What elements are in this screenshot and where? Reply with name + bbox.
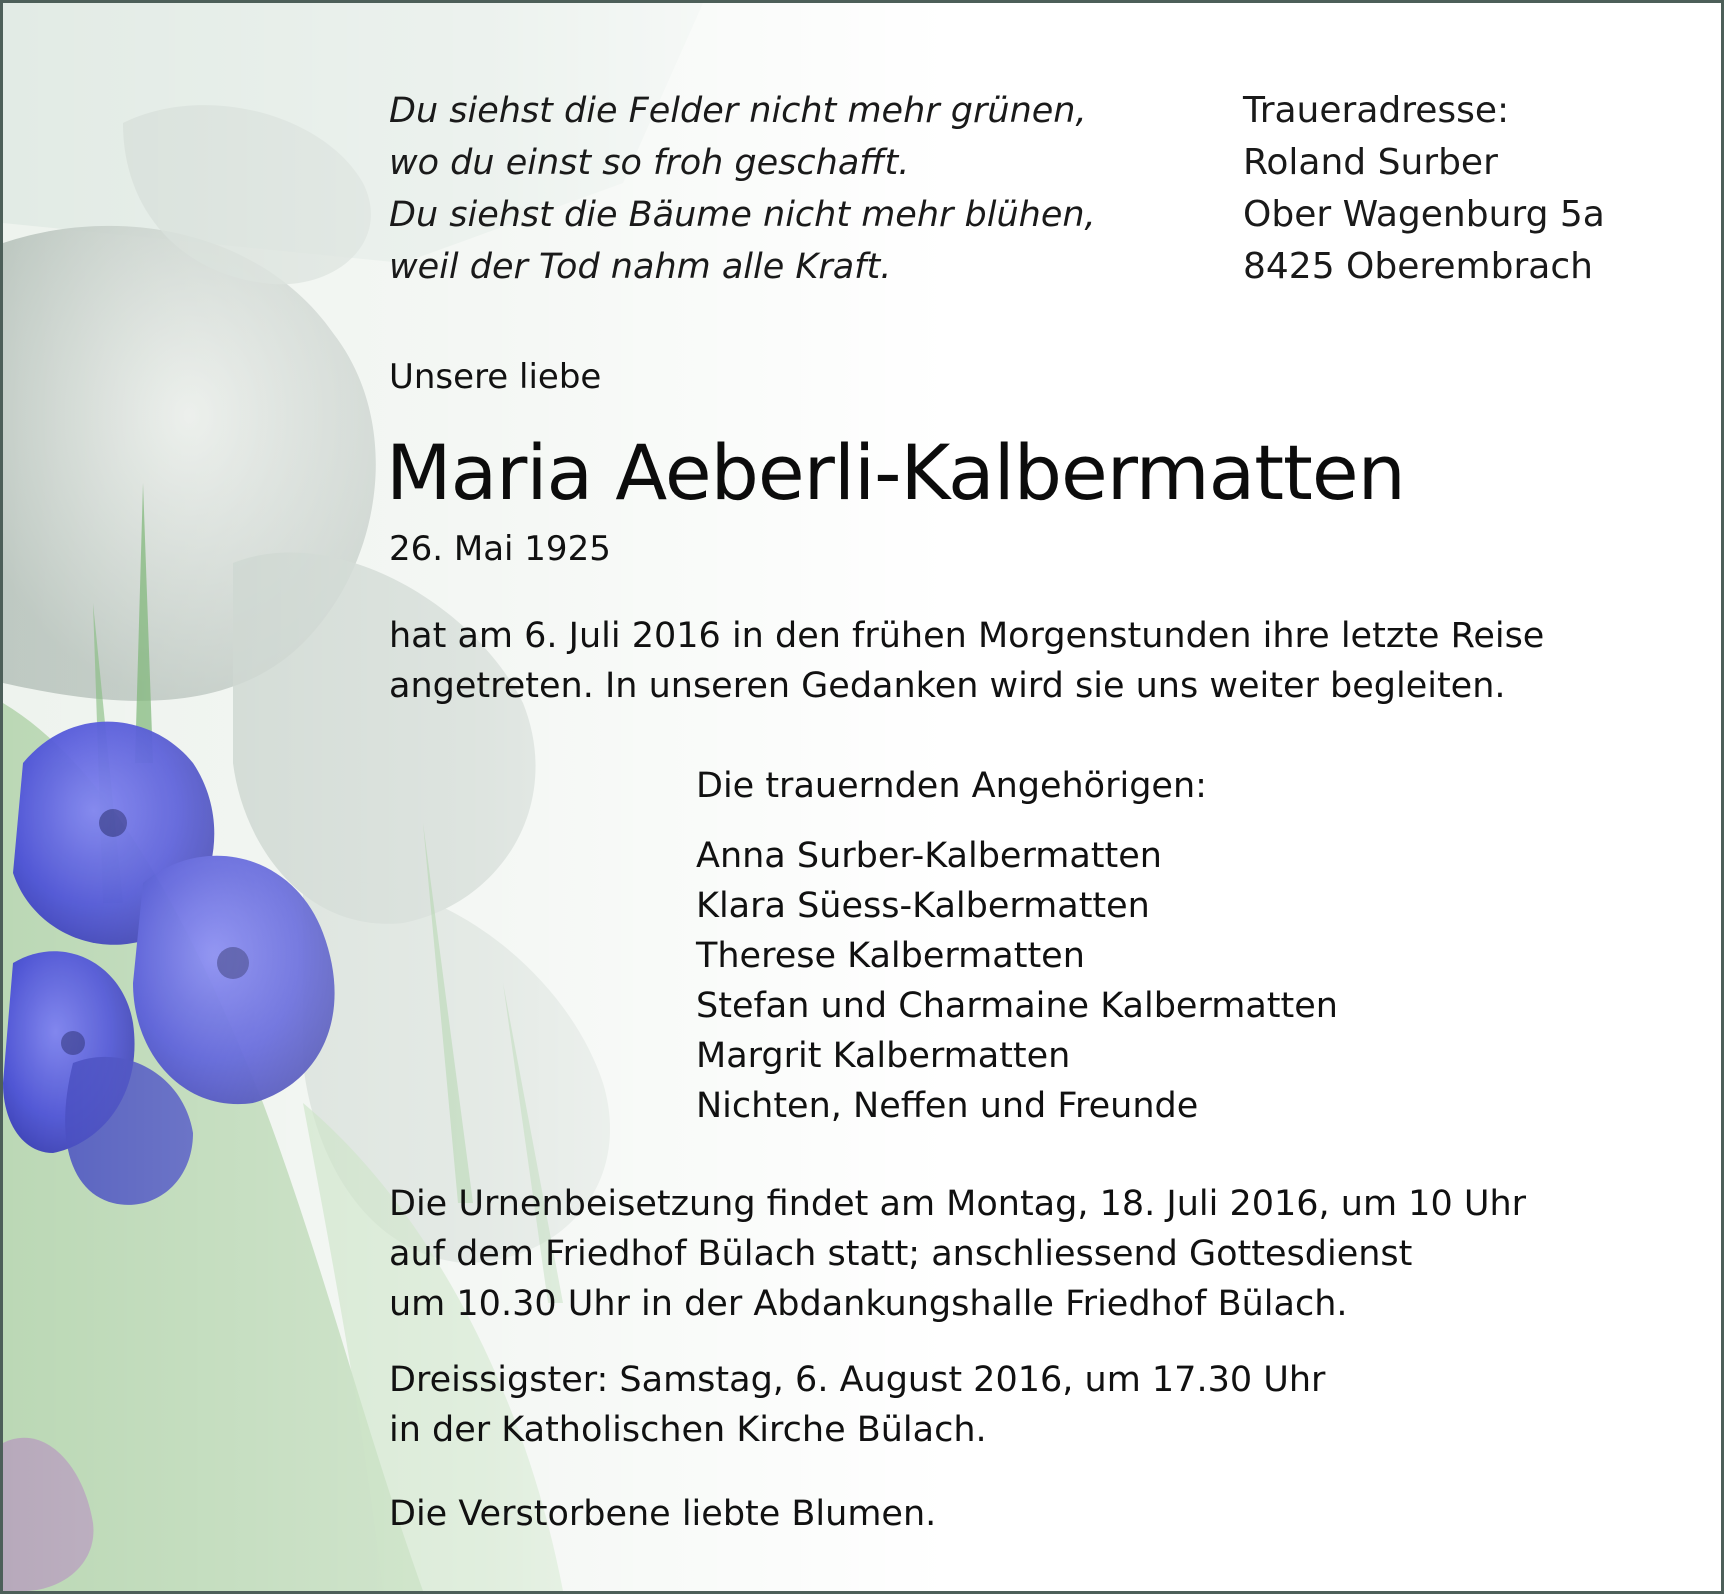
family-member: Margrit Kalbermatten [696,1036,1071,1076]
poem-line: Du siehst die Felder nicht mehr grünen, [389,91,1087,131]
flowers-note: Die Verstorbene liebte Blumen. [389,1494,937,1534]
thirtieth-day-mass [389,1355,1325,1455]
burial-details [389,1179,1526,1329]
address-label: Traueradresse: [1243,90,1510,131]
address-street: Ober Wagenburg 5a [1243,194,1605,235]
obituary-content [3,3,1721,1591]
burial-line: Die Urnenbeisetzung findet am Montag, 18. Juli 2016, um 10 Uhr [389,1184,1527,1224]
family-member: Klara Süess-Kalbermatten [696,886,1150,926]
family-member-list [696,831,1338,1131]
mourning-address [1243,85,1605,293]
poem-line: wo du einst so froh geschafft. [389,143,910,183]
thirtieth-line: Dreissigster: Samstag, 6. August 2016, um 17.30 Uhr [389,1360,1326,1400]
intro-text: Unsere liebe [389,357,602,397]
family-member: Anna Surber-Kalbermatten [696,836,1162,876]
family-heading: Die trauernden Angehörigen: [696,766,1207,806]
birth-date: 26. Mai 1925 [389,529,611,569]
family-member: Nichten, Neffen und Freunde [696,1086,1199,1126]
family-member: Stefan und Charmaine Kalbermatten [696,986,1338,1026]
announcement-line: hat am 6. Juli 2016 in den frühen Morgenstunden ihre letzte Reise [389,616,1545,656]
memorial-poem [389,85,1096,293]
burial-line: auf dem Friedhof Bülach statt; anschliessend Gottesdienst [389,1234,1413,1274]
poem-line: weil der Tod nahm alle Kraft. [389,247,892,287]
burial-line: um 10.30 Uhr in der Abdankungshalle Friedhof Bülach. [389,1284,1348,1324]
thirtieth-line: in der Katholischen Kirche Bülach. [389,1410,987,1450]
deceased-name: Maria Aeberli-Kalbermatten [386,428,1405,517]
poem-line: Du siehst die Bäume nicht mehr blühen, [389,195,1096,235]
address-city: 8425 Oberembrach [1243,246,1593,287]
announcement-line: angetreten. In unseren Gedanken wird sie uns weiter begleiten. [389,666,1506,706]
family-member: Therese Kalbermatten [696,936,1085,976]
address-name: Roland Surber [1243,142,1498,183]
death-announcement [389,611,1544,711]
